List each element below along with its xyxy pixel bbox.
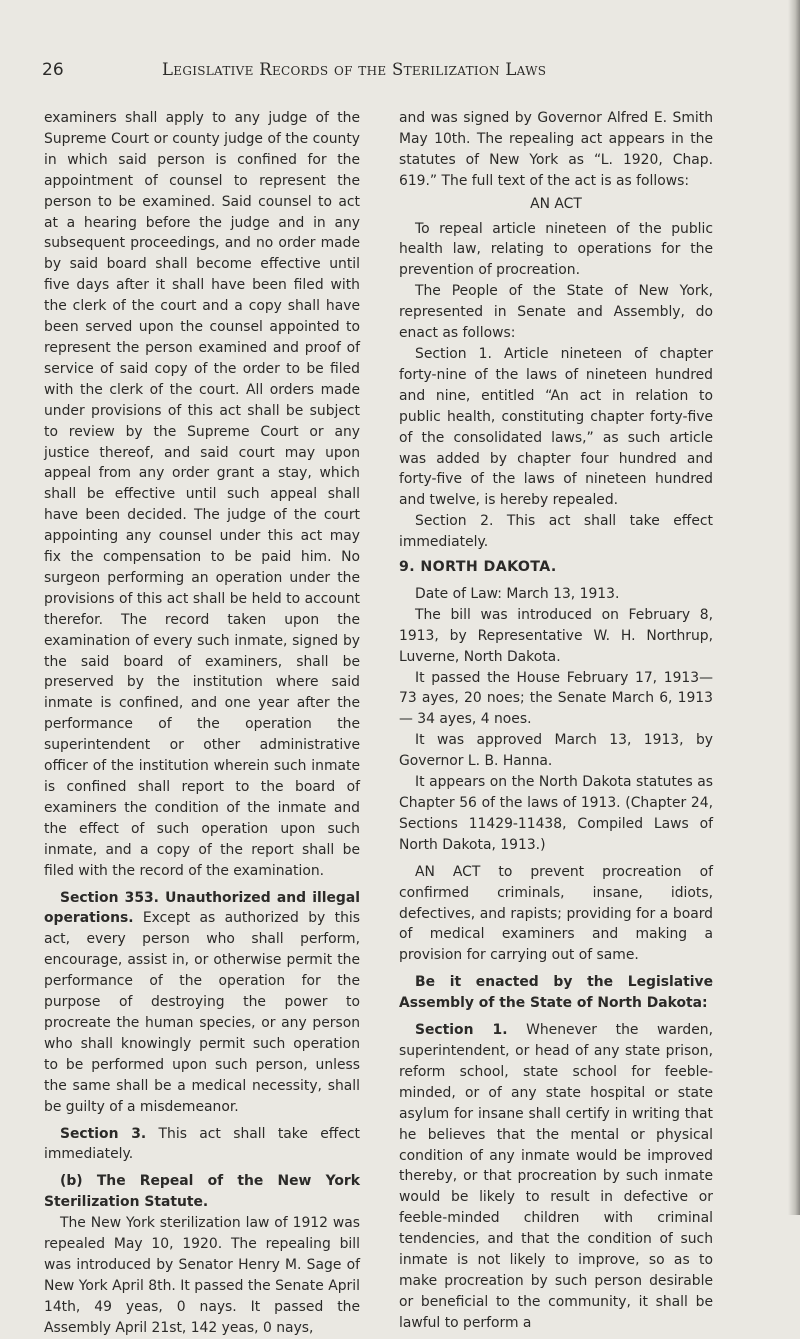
section-1-text: Whenever the warden, superintendent, or head of any state prison, reform school, state school for feeble-minded, or of any state hospital or state asylum for insane shall certify in writing that he believes that the mental or physical condition of any inmate would be improved thereby, or that procreation by such inmate would be likely to result in defective or feeble-minded children with criminal tendencies, and that the condition of such inmate is not likely to improve, so as to make procreation by such person desirable or beneficial to the community, it shall be lawful to perform a (399, 1022, 713, 1331)
page-header (42, 60, 762, 90)
right-column (399, 108, 713, 1334)
enactment-heading: Be it enacted by the Legislative Assembly of the State of North Dakota: (399, 974, 713, 1012)
section-1-heading: Section 1. (415, 1022, 508, 1039)
right-paragraph-1: and was signed by Governor Alfred E. Smith May 10th. The repealing act appears in the statutes of New York as “L. 1920, Chap. 619.” The full text of the act is as follows: (399, 110, 713, 189)
right-paragraph-7: The bill was introduced on February 8, 1913, by Representative W. H. Northrup, Luverne, North Dakota. (399, 606, 713, 665)
right-paragraph-4: Section 1. Article nineteen of chapter forty-nine of the laws of nineteen hundred and nine, entitled “An act in relation to public health, constituting chapter forty-five of the consolidated laws,” as such article was added by chapter four hundred and forty-five of the laws of nineteen hundred and twelve, is hereby repealed. (399, 345, 713, 509)
section-353-heading: Section 353. Unauthorized and illegal operations. (44, 889, 360, 927)
right-paragraph-6: Date of Law: March 13, 1913. (415, 585, 620, 602)
repeal-paragraph: The New York sterilization law of 1912 was repealed May 10, 1920. The repealing bill was introduced by Senator Henry M. Sage of New York April 8th. It passed the Senate April 14th, 49 yeas, 0 nays. It passed the Assembly April 21st, 142 yeas, 0 nays, (44, 1215, 360, 1336)
section-1-paragraph (399, 1020, 713, 1334)
right-paragraph-10: It appears on the North Dakota statutes as Chapter 56 of the laws of 1913. (Chapter 24, Sections 11429-11438, Compiled Laws of North Dakota, 1913.) (399, 774, 713, 853)
section-3-text: This act shall take effect immediately. (44, 1125, 360, 1163)
section-353-paragraph (44, 888, 360, 1118)
right-paragraph-11: AN ACT to prevent procreation of confirmed criminals, insane, idiots, defectives, and rapists; providing for a board of medical examiners and making a provision for carrying out of same. (399, 863, 713, 964)
right-paragraph-2: To repeal article nineteen of the public health law, relating to operations for the prevention of procreation. (399, 220, 713, 279)
page-number: 26 (42, 60, 64, 80)
repeal-heading: (b) The Repeal of the New York Sterilization Statute. (44, 1173, 360, 1211)
left-paragraph-1: examiners shall apply to any judge of the Supreme Court or county judge of the county in which said person is confined for the appointment of counsel to represent the person to be examined. Said counsel to act at a hearing before the judge and in any subsequent proceedings, and no order made by said board shall become effective until five days after it shall have been filed with the clerk of the court and a copy shall have been served upon the counsel appointed to represent the person examined and proof of service of said copy of the order to be filed with the clerk of the court. All orders made under provisions of this act shall be subject to review by the Supreme Court or any justice thereof, and said court may upon appeal from any order grant a stay, which shall be effective until such appeal shall have been decided. The judge of the court appointing any counsel under this act may fix the compensation to be paid him. No surgeon performing an operation under the provisions of this act shall be held to account therefor. The record taken upon the examination of every such inmate, signed by the said board of examiners, shall be preserved by the institution where said inmate is confined, and one year after the performance of the operation the superintendent or other administrative officer of the institution wherein such inmate is confined shall report to the board of examiners the condition of the inmate and the effect of such operation upon such inmate, and a copy of the report shall be filed with the record of the examination. (44, 110, 360, 879)
running-title: Legislative Records of the Sterilization Laws (162, 60, 547, 79)
section-3-heading: Section 3. (60, 1125, 147, 1142)
north-dakota-heading: 9. NORTH DAKOTA. (399, 559, 557, 576)
page-edge-shadow (788, 0, 800, 1215)
section-353-text: Except as authorized by this act, every person who shall perform, encourage, assist in, or otherwise permit the performance of the operation for the purpose of destroying the power to procreate the human species, or any person who shall knowingly permit such operation to be performed upon such person, unless the same shall be a medical necessity, shall be guilty of a misdemeanor. (44, 910, 360, 1115)
left-column (44, 108, 360, 1339)
section-3-paragraph (44, 1124, 360, 1166)
right-paragraph-9: It was approved March 13, 1913, by Governor L. B. Hanna. (399, 732, 713, 770)
right-paragraph-5: Section 2. This act shall take effect immediately. (399, 513, 713, 551)
act-title: AN ACT (530, 195, 582, 212)
right-paragraph-3: The People of the State of New York, represented in Senate and Assembly, do enact as follows: (399, 283, 713, 342)
right-paragraph-8: It passed the House February 17, 1913— 73 ayes, 20 noes; the Senate March 6, 1913— 34 ayes, 4 noes. (399, 669, 713, 728)
